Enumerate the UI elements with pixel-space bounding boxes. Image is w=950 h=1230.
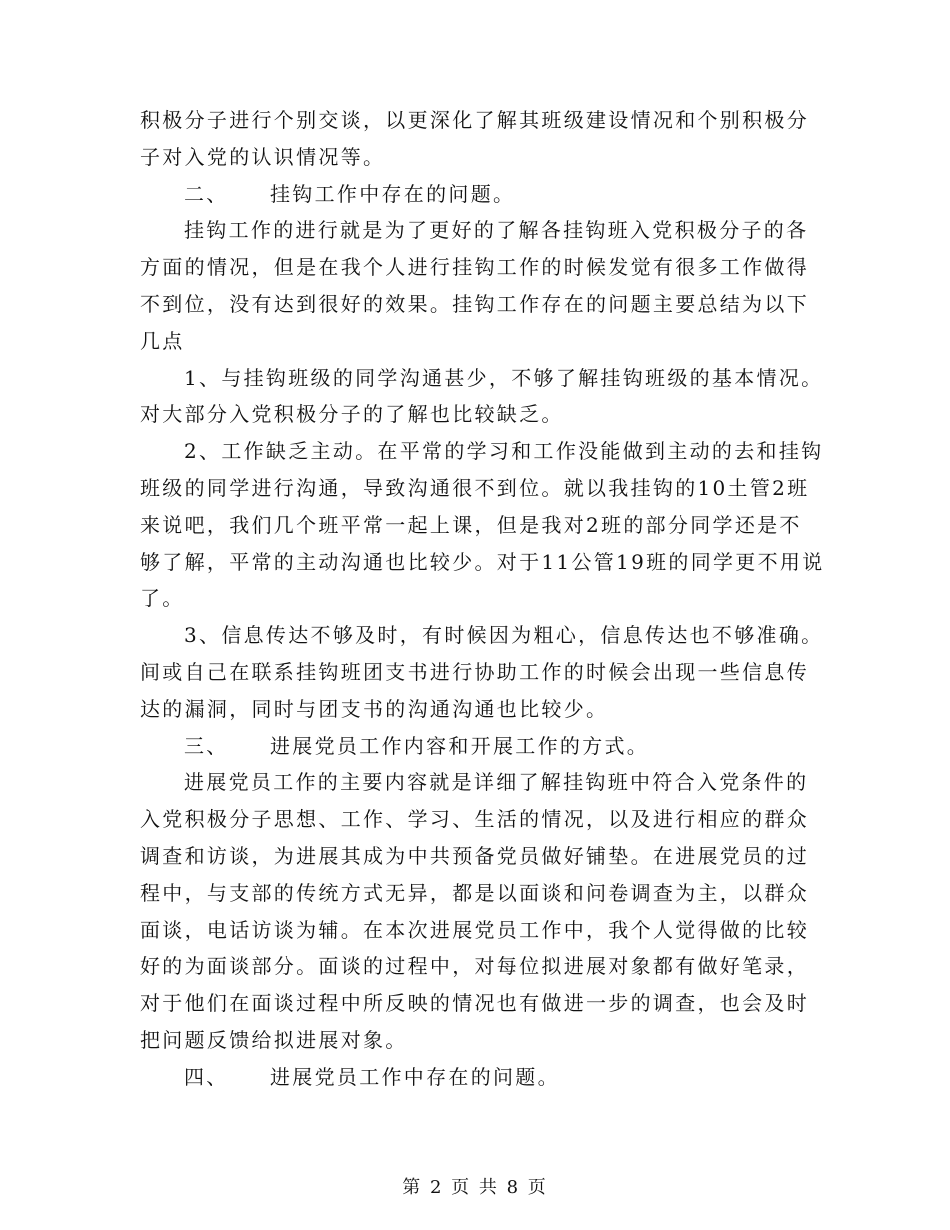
- paragraph-line: 挂钩工作的进行就是为了更好的了解各挂钩班入党积极分子的各: [184, 218, 809, 243]
- paragraph-line: 入党积极分子思想、工作、学习、生活的情况，以及进行相应的群众: [140, 807, 809, 832]
- section-heading-3: [140, 728, 812, 765]
- paragraph-line: 进展党员工作的主要内容就是详细了解挂钩班中符合入党条件的: [184, 770, 809, 795]
- page-footer: 第 2 页 共 8 页: [402, 1177, 548, 1198]
- paragraph-line: 好的为面谈部分。面谈的过程中，对每位拟进展对象都有做好笔录，: [140, 954, 809, 979]
- paragraph-line: 1、与挂钩班级的同学沟通甚少，不够了解挂钩班级的基本情况。: [184, 365, 824, 390]
- section-heading-4: [140, 1059, 812, 1096]
- paragraph-line: 面谈，电话访谈为辅。在本次进展党员工作中，我个人觉得做的比较: [140, 917, 809, 942]
- section-title: 进展党员工作内容和开展工作的方式。: [270, 733, 650, 758]
- paragraph-line: 了。: [140, 586, 185, 611]
- paragraph-line: 来说吧，我们几个班平常一起上课，但是我对2班的部分同学还是不: [140, 512, 802, 537]
- paragraph-line: 间或自己在联系挂钩班团支书进行协助工作的时候会出现一些信息传: [140, 659, 809, 684]
- paragraph-line: 不到位，没有达到很好的效果。挂钩工作存在的问题主要总结为以下: [140, 291, 809, 316]
- section-title: 挂钩工作中存在的问题。: [270, 181, 516, 206]
- section-title: 进展党员工作中存在的问题。: [270, 1064, 560, 1089]
- paragraph-line: 方面的情况，但是在我个人进行挂钩工作的时候发觉有很多工作做得: [140, 255, 809, 280]
- section-number: 四、: [184, 1064, 229, 1089]
- paragraph-line: 班级的同学进行沟通，导致沟通很不到位。就以我挂钩的10土管2班: [140, 475, 810, 500]
- paragraph-line: 把问题反馈给拟进展对象。: [140, 1027, 408, 1052]
- paragraph-line: 对大部分入党积极分子的了解也比较缺乏。: [140, 402, 564, 427]
- paragraph-line: 对于他们在面谈过程中所反映的情况也有做进一步的调查，也会及时: [140, 991, 809, 1016]
- paragraph-line: 积极分子进行个别交谈，以更深化了解其班级建设情况和个别积极分: [140, 108, 809, 132]
- document-body: [140, 102, 825, 1096]
- section-number: 三、: [184, 733, 229, 758]
- paragraph-line: 几点: [140, 328, 185, 353]
- paragraph-line: 调查和访谈，为进展其成为中共预备党员做好铺垫。在进展党员的过: [140, 843, 809, 868]
- paragraph-line: 子对入党的认识情况等。: [140, 144, 386, 169]
- paragraph-line: 达的漏洞，同时与团支书的沟通沟通也比较少。: [140, 696, 609, 721]
- paragraph-line: 2、工作缺乏主动。在平常的学习和工作没能做到主动的去和挂钩: [184, 439, 824, 464]
- section-number: 二、: [184, 181, 229, 206]
- paragraph-line: 程中，与支部的传统方式无异，都是以面谈和问卷调查为主，以群众: [140, 880, 809, 905]
- paragraph-line: 够了解，平常的主动沟通也比较少。对于11公管19班的同学更不用说: [140, 549, 825, 574]
- paragraph-line: 3、信息传达不够及时，有时候因为粗心，信息传达也不够准确。: [184, 623, 824, 648]
- section-heading-2: [140, 176, 812, 213]
